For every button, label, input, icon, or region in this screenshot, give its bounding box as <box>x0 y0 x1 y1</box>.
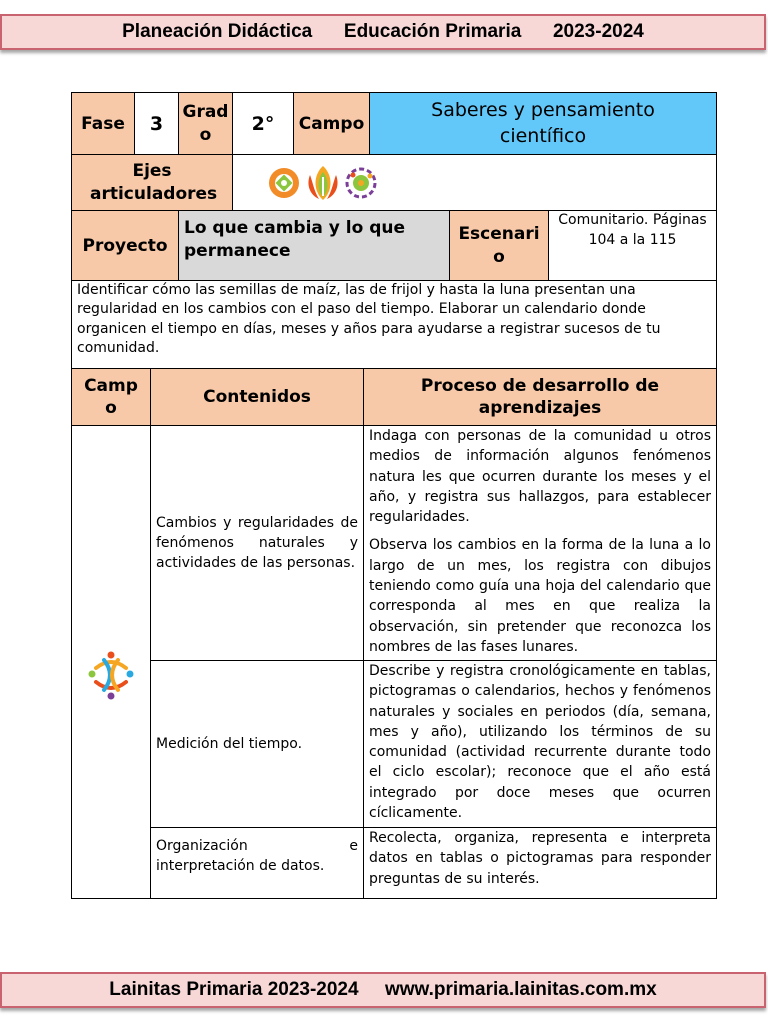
campo-value: Saberes y pensamiento científico <box>370 93 717 155</box>
fase-label: Fase <box>72 93 135 155</box>
campo-label: Campo <box>294 93 370 155</box>
grado-label: Grad o <box>179 93 233 155</box>
footer-banner <box>0 972 766 1008</box>
grado-value: 2° <box>233 93 294 155</box>
ejes-icons-cell <box>233 155 717 211</box>
proceso-1b: Observa los cambios en la forma de la luna a lo largo de un mes, los registra con dibujos teniendo como guía una hoja del calendario que corresponda al mes en que realiza la observación, sin pretender que reconozca los nombres de las fases lunares. <box>369 537 711 655</box>
header-year: 2023-2024 <box>552 21 644 42</box>
contenido-1: Cambios y regularidades de fenómenos naturales y actividades de las personas. <box>151 426 364 661</box>
ejes-label: Ejes articuladores <box>72 155 233 211</box>
interculturalidad-icon <box>304 163 342 203</box>
escenario-value: Comunitario. Páginas 104 a la 115 <box>549 211 717 281</box>
header-procesos: Proceso de desarrollo de aprendizajes <box>364 369 717 426</box>
header-campo: Camp o <box>72 369 151 426</box>
vida-saludable-icon <box>344 166 378 200</box>
proceso-1a: Indaga con personas de la comunidad u otros medios de información algunos fenómenos natura les que ocurren durante los meses y el año, y registra sus hallazgos, para establecer regularidades. <box>369 428 711 526</box>
contenido-2: Medición del tiempo. <box>151 661 364 828</box>
project-description: Identificar cómo las semillas de maíz, las de frijol y hasta la luna presentan una regularidad en los cambios con el paso del tiempo. Elaborar un calendario donde organicen el tiempo en días, meses y años para ayudarse a registrar sucesos de tu comunidad. <box>72 281 717 369</box>
contenido-3: Organización e interpretación de datos. <box>151 828 364 899</box>
proyecto-value: Lo que cambia y lo que permanece <box>179 211 450 281</box>
proceso-3a: Recolecta, organiza, representa e interpreta datos en tablas o pictogramas para responder preguntas de su interés. <box>369 830 711 887</box>
proyecto-label: Proyecto <box>72 211 179 281</box>
proceso-2a: Describe y registra cronológicamente en tablas, pictogramas o calendarios, hechos y fenómenos naturales y sociales en periodos (día, semana, mes y año), utilizando los términos de su comunidad (actividad recurrente durante todo el ciclo escolar); reconoce que el año está integrado por doce meses que ocurren cíclicamente. <box>369 663 711 822</box>
procesos-1 <box>364 426 717 661</box>
header-contenidos: Contenidos <box>151 369 364 426</box>
procesos-3 <box>364 828 717 899</box>
header-level: Educación Primaria <box>343 21 522 42</box>
header-title: Planeación Didáctica <box>122 21 313 42</box>
footer-brand: Lainitas Primaria 2023-2024 <box>109 979 359 1000</box>
info-table <box>71 92 717 369</box>
campo-icon-cell <box>72 426 151 899</box>
fase-value: 3 <box>135 93 179 155</box>
contents-table <box>71 368 717 899</box>
saberes-icon <box>86 650 136 700</box>
procesos-2 <box>364 661 717 828</box>
inclusion-icon <box>266 165 302 201</box>
footer-url[interactable]: www.primaria.lainitas.com.mx <box>384 979 657 1000</box>
escenario-label: Escenari o <box>450 211 549 281</box>
header-banner <box>0 14 766 50</box>
